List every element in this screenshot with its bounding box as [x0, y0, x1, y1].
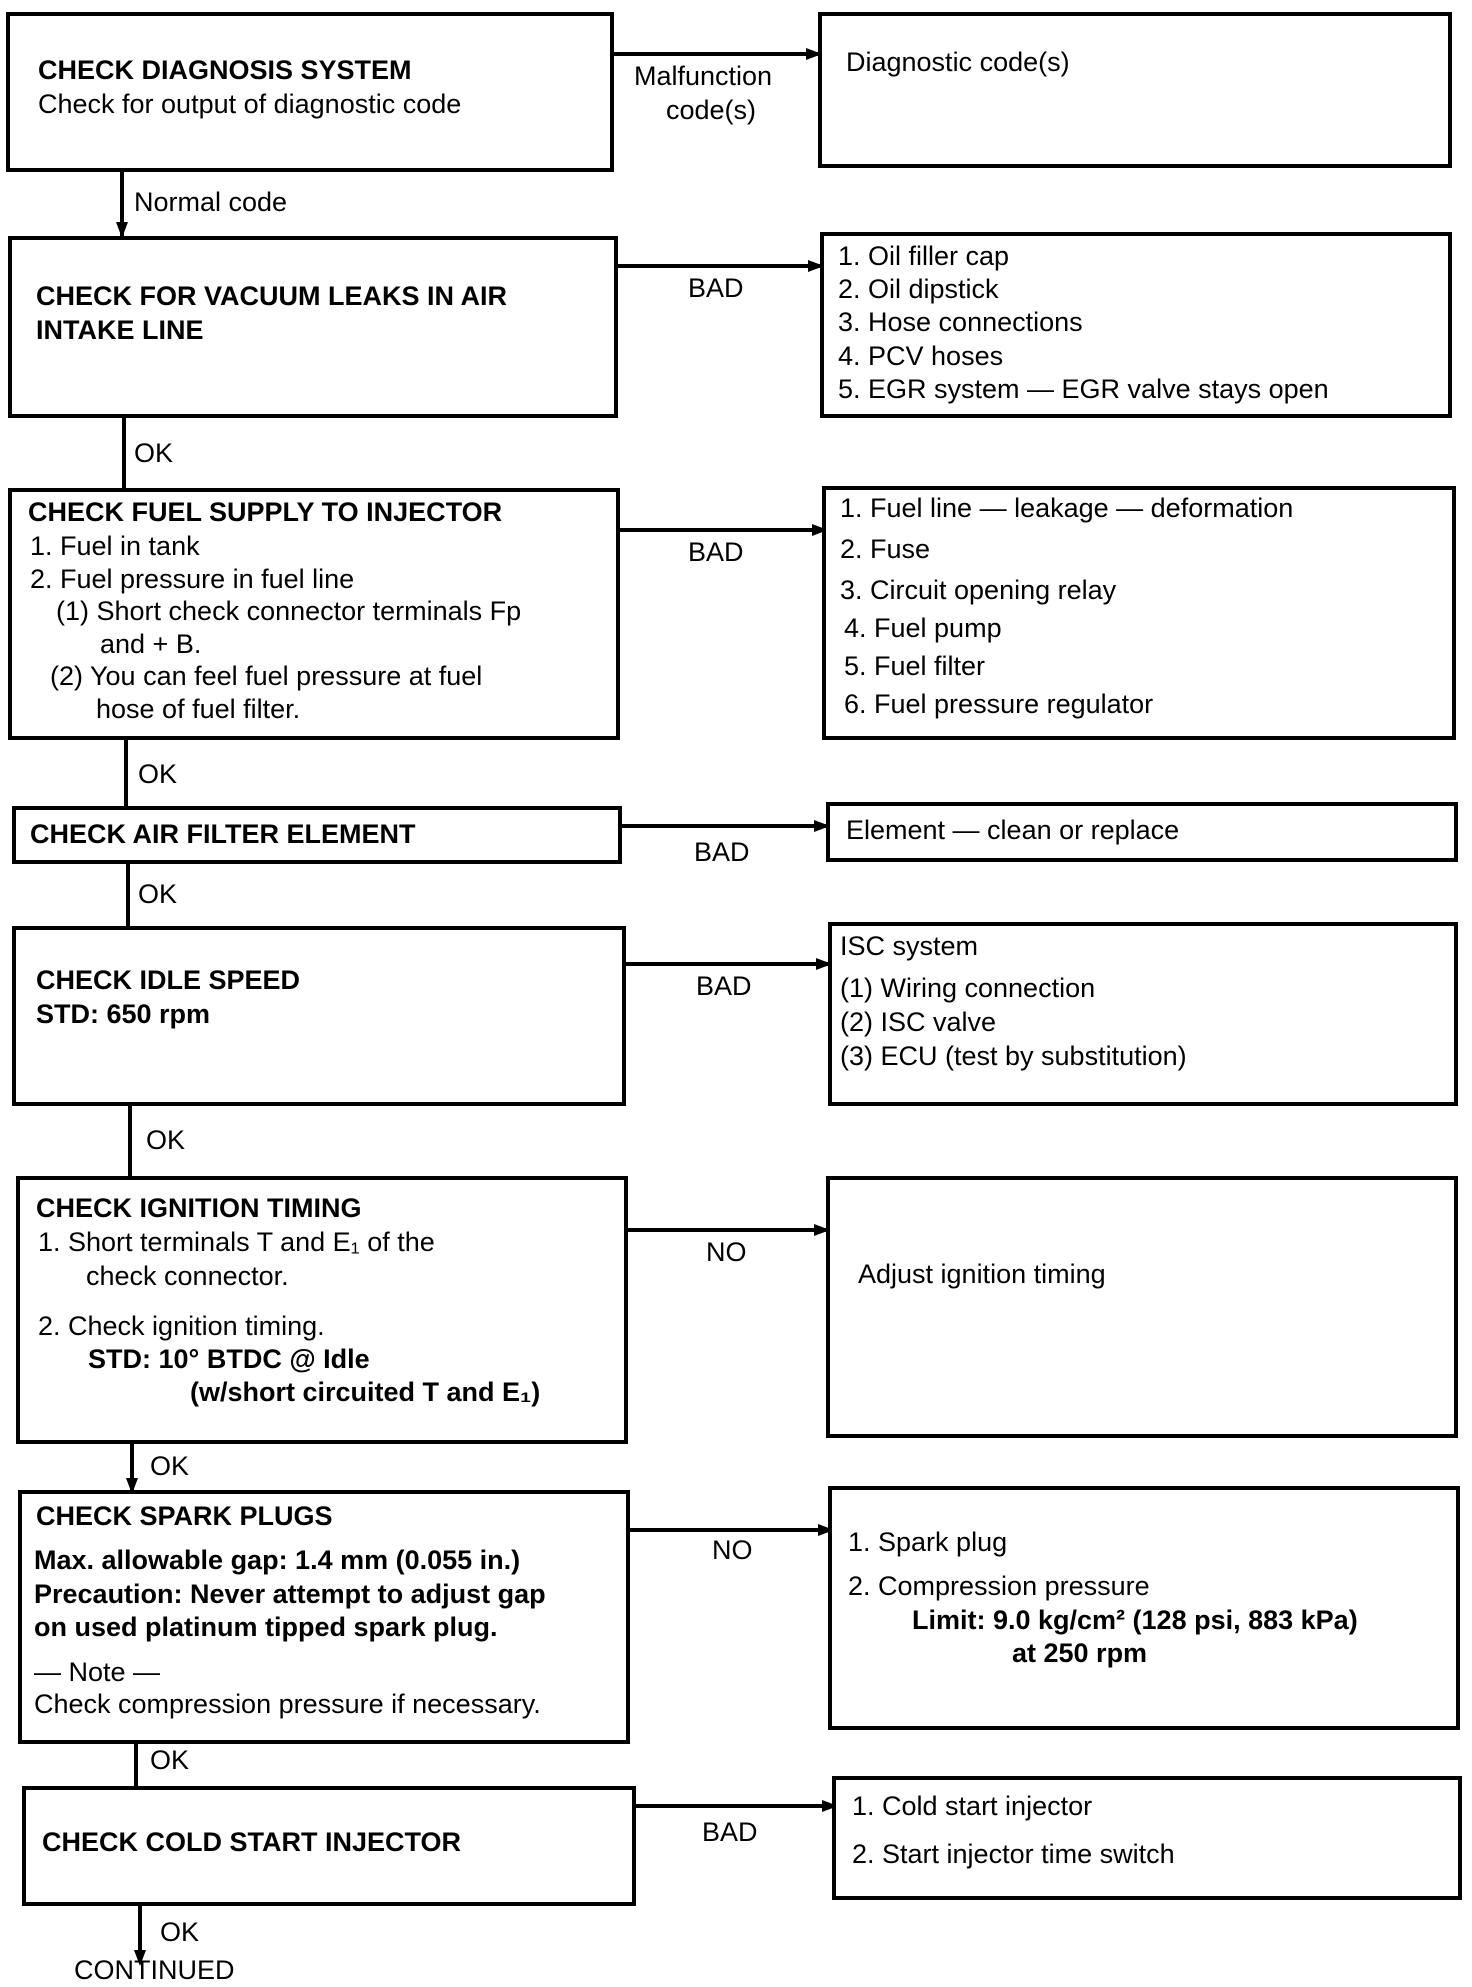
step6-branch-label: NO	[706, 1237, 747, 1267]
step3-line-5: (2) You can feel fuel pressure at fuel	[50, 661, 483, 691]
step7-limit-2: at 250 rpm	[1012, 1638, 1148, 1668]
step3-result-1: 1. Fuel line — leakage — deformation	[840, 493, 1294, 523]
step3-line-1: 1. Fuel in tank	[30, 531, 200, 561]
step2-title-2: INTAKE LINE	[36, 315, 204, 345]
step2-result-1: 1. Oil filler cap	[838, 241, 1010, 271]
step8-title: CHECK COLD START INJECTOR	[42, 1827, 462, 1857]
step3-line-4: and + B.	[100, 629, 202, 659]
step2-result-4: 4. PCV hoses	[838, 341, 1004, 371]
step5-title: CHECK IDLE SPEED	[36, 965, 301, 995]
step6-line-2: check connector.	[86, 1261, 289, 1291]
step6-line-1: 1. Short terminals T and E₁ of the	[38, 1227, 435, 1257]
step1-branch-label-1: Malfunction	[634, 61, 773, 91]
step3-line-2: 2. Fuel pressure in fuel line	[30, 564, 355, 594]
step7-line-2: Precaution: Never attempt to adjust gap	[34, 1579, 546, 1609]
step5-result-3: (2) ISC valve	[840, 1007, 997, 1037]
step4-next-label: OK	[138, 879, 178, 909]
step3-line-3: (1) Short check connector terminals Fp	[56, 596, 522, 626]
step1-next-label: Normal code	[134, 187, 288, 217]
step7-title: CHECK SPARK PLUGS	[36, 1501, 333, 1531]
step8-result-2: 2. Start injector time switch	[852, 1839, 1175, 1869]
step6-std: STD: 10° BTDC @ Idle	[88, 1344, 370, 1374]
step2-result-2: 2. Oil dipstick	[838, 274, 999, 304]
step8-next-label: OK	[160, 1917, 200, 1947]
step7-next-label: OK	[150, 1745, 190, 1775]
step4-branch-label: BAD	[694, 837, 750, 867]
step8-result-1: 1. Cold start injector	[852, 1791, 1093, 1821]
step7-line-3: on used platinum tipped spark plug.	[34, 1612, 498, 1642]
step6-result-box	[826, 1176, 1458, 1438]
step7-branch-label: NO	[712, 1535, 753, 1565]
step2-result-3: 3. Hose connections	[838, 307, 1083, 337]
step5-result-2: (1) Wiring connection	[840, 973, 1096, 1003]
step1-result-box	[818, 12, 1452, 168]
step3-title: CHECK FUEL SUPPLY TO INJECTOR	[28, 497, 503, 527]
step2-title-1: CHECK FOR VACUUM LEAKS IN AIR	[36, 281, 507, 311]
step5-result-4: (3) ECU (test by substitution)	[840, 1041, 1187, 1071]
step5-result-1: ISC system	[840, 931, 979, 961]
step3-branch-label: BAD	[688, 537, 744, 567]
step1-title: CHECK DIAGNOSIS SYSTEM	[38, 55, 412, 85]
step6-next-label: OK	[150, 1451, 190, 1481]
continued-label: CONTINUED	[74, 1955, 235, 1985]
step8-branch-label: BAD	[702, 1817, 758, 1847]
step2-result-5: 5. EGR system — EGR valve stays open	[838, 374, 1329, 404]
step2-branch-label: BAD	[688, 273, 744, 303]
step6-line-3: 2. Check ignition timing.	[38, 1311, 325, 1341]
step2-next-label: OK	[134, 438, 174, 468]
step6-result: Adjust ignition timing	[858, 1259, 1106, 1289]
step1-branch-label-2: code(s)	[666, 95, 757, 125]
step3-result-3: 3. Circuit opening relay	[840, 575, 1117, 605]
step3-result-4: 4. Fuel pump	[844, 613, 1002, 643]
step3-next-label: OK	[138, 759, 178, 789]
step7-result-1: 1. Spark plug	[848, 1527, 1008, 1557]
step7-result-2: 2. Compression pressure	[848, 1571, 1150, 1601]
step7-line-1: Max. allowable gap: 1.4 mm (0.055 in.)	[34, 1545, 521, 1575]
step3-result-2: 2. Fuse	[840, 534, 931, 564]
step5-std: STD: 650 rpm	[36, 999, 211, 1029]
step7-limit: Limit: 9.0 kg/cm² (128 psi, 883 kPa)	[912, 1605, 1358, 1635]
step5-next-label: OK	[146, 1125, 186, 1155]
step3-line-6: hose of fuel filter.	[96, 694, 301, 724]
step7-note-text: Check compression pressure if necessary.	[34, 1689, 541, 1719]
step4-result: Element — clean or replace	[846, 815, 1180, 845]
step1-result: Diagnostic code(s)	[846, 47, 1070, 77]
step1-text: Check for output of diagnostic code	[38, 89, 462, 119]
step6-title: CHECK IGNITION TIMING	[36, 1193, 362, 1223]
step6-std-2: (w/short circuited T and E₁)	[190, 1377, 541, 1407]
step3-result-6: 6. Fuel pressure regulator	[844, 689, 1154, 719]
step7-note: — Note —	[34, 1657, 161, 1687]
step5-branch-label: BAD	[696, 971, 752, 1001]
step3-result-5: 5. Fuel filter	[844, 651, 986, 681]
step4-title: CHECK AIR FILTER ELEMENT	[30, 819, 416, 849]
